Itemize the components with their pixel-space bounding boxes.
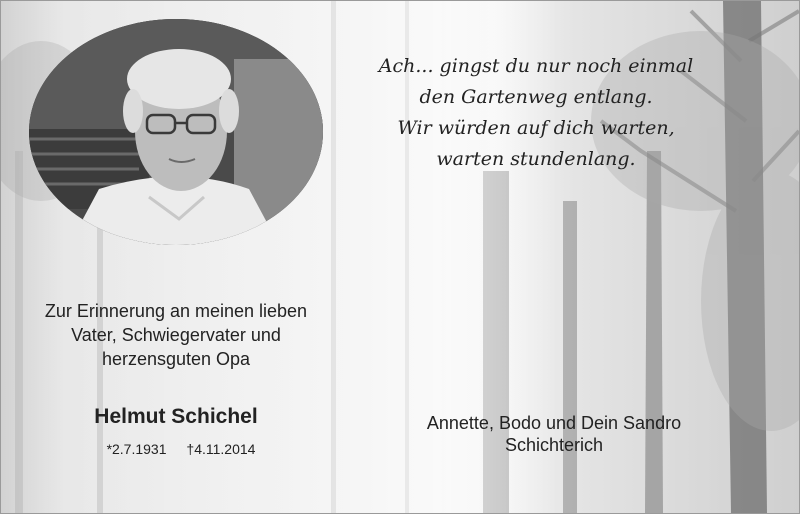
poem-verse <box>351 51 721 175</box>
life-dates <box>61 441 301 457</box>
birth-date: *2.7.1931 <box>106 441 167 457</box>
memorial-text <box>9 299 343 371</box>
poem-line: Ach... gingst du nur noch einmal <box>378 55 694 77</box>
mourners-block <box>373 412 735 456</box>
memorial-line: herzensguten Opa <box>101 349 251 369</box>
mourners-names: Annette, Bodo und Dein Sandro <box>426 413 682 433</box>
poem-line: Wir würden auf dich warten, <box>397 117 675 139</box>
memorial-line: Vater, Schwiegervater und <box>71 325 281 345</box>
deceased-portrait-photo <box>29 19 323 245</box>
mourners-place: Schichterich <box>504 435 604 455</box>
deceased-name: Helmut Schichel <box>94 405 258 428</box>
death-date: †4.11.2014 <box>186 441 256 457</box>
memorial-line: Zur Erinnerung an meinen lieben <box>44 301 308 321</box>
poem-line: warten stundenlang. <box>436 148 636 170</box>
poem-line: den Gartenweg entlang. <box>419 86 653 108</box>
